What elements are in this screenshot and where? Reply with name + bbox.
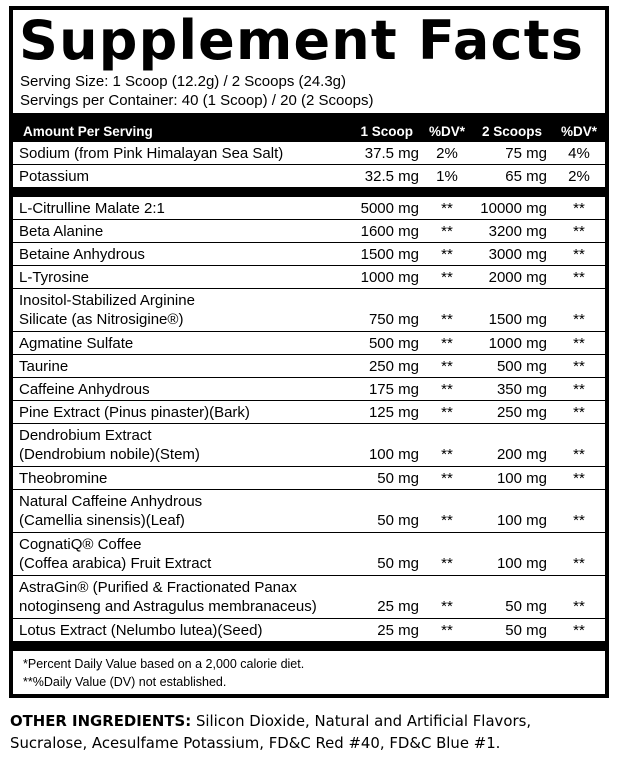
amount-1-scoop: 250 mg <box>368 357 419 375</box>
table-row <box>13 165 605 187</box>
amount-1-scoop: 25 mg <box>377 598 419 615</box>
dv-1-scoop: ** <box>441 357 453 375</box>
dv-2-scoops: ** <box>573 598 585 615</box>
dv-1-scoop: 2% <box>436 144 458 162</box>
dv-2-scoops: ** <box>573 446 585 463</box>
ingredient-name <box>13 535 331 575</box>
table-row <box>13 533 605 576</box>
amount-2-scoops: 50 mg <box>505 598 547 615</box>
table-header <box>13 120 605 142</box>
amount-1-scoop: 750 mg <box>368 311 419 328</box>
ingredient-name <box>13 578 331 618</box>
amount-1-scoop: 32.5 mg <box>364 167 419 185</box>
dv-2-scoops: ** <box>573 199 585 217</box>
divider-bar <box>13 113 605 120</box>
amount-1-scoop: 50 mg <box>377 512 419 529</box>
table-row <box>13 332 605 355</box>
table-row <box>13 266 605 289</box>
ingredient-name: L-Citrulline Malate 2:1 <box>19 199 165 217</box>
footnote-daily-value: *Percent Daily Value based on a 2,000 calorie diet. <box>23 657 305 671</box>
dv-2-scoops: ** <box>573 245 585 263</box>
amount-2-scoops: 1500 mg <box>488 311 547 328</box>
footnote-not-established: **%Daily Value (DV) not established. <box>23 675 227 689</box>
amount-1-scoop: 1600 mg <box>360 222 419 240</box>
dv-2-scoops: ** <box>573 268 585 286</box>
ingredient-name-line-1: Natural Caffeine Anhydrous <box>19 493 203 510</box>
dv-2-scoops: ** <box>573 403 585 421</box>
divider-bar <box>13 187 605 197</box>
dv-1-scoop: ** <box>441 512 453 529</box>
dv-2-scoops: ** <box>573 512 585 529</box>
table-row <box>13 220 605 243</box>
divider-bar <box>13 641 605 651</box>
ingredient-name-line-1: CognatiQ® Coffee <box>19 536 142 553</box>
amount-2-scoops: 1000 mg <box>488 334 547 352</box>
dv-1-scoop: ** <box>441 222 453 240</box>
header-dv1: %DV* <box>428 123 465 139</box>
dv-1-scoop: ** <box>441 199 453 217</box>
dv-2-scoops: ** <box>573 311 585 328</box>
servings-per-container: Servings per Container: 40 (1 Scoop) / 20 (2 Scoops) <box>20 92 374 109</box>
ingredient-name-line-2: Silicate (as Nitrosigine®) <box>19 311 184 328</box>
table-row <box>13 576 605 619</box>
dv-1-scoop: ** <box>441 403 453 421</box>
footnotes <box>13 651 605 691</box>
amount-2-scoops: 50 mg <box>505 621 547 639</box>
other-ingredients-label: OTHER INGREDIENTS: <box>10 712 192 730</box>
dv-2-scoops: ** <box>573 222 585 240</box>
dv-1-scoop: ** <box>441 334 453 352</box>
amount-2-scoops: 65 mg <box>505 167 547 185</box>
table-row <box>13 197 605 220</box>
amount-2-scoops: 3000 mg <box>488 245 547 263</box>
dv-2-scoops: ** <box>573 357 585 375</box>
amount-2-scoops: 350 mg <box>496 380 547 398</box>
table-row <box>13 378 605 401</box>
amount-1-scoop: 100 mg <box>368 446 419 463</box>
serving-size: Serving Size: 1 Scoop (12.2g) / 2 Scoops (24.3g) <box>20 73 347 90</box>
ingredient-name: Beta Alanine <box>19 222 104 240</box>
ingredient-name <box>13 426 331 466</box>
ingredient-name: Pine Extract (Pinus pinaster)(Bark) <box>19 403 250 421</box>
amount-2-scoops: 2000 mg <box>488 268 547 286</box>
ingredient-name-line-2: (Camellia sinensis)(Leaf) <box>19 512 185 529</box>
amount-2-scoops: 10000 mg <box>480 199 547 217</box>
dv-1-scoop: ** <box>441 469 453 487</box>
dv-1-scoop: ** <box>441 245 453 263</box>
dv-2-scoops: ** <box>573 380 585 398</box>
table-row <box>13 490 605 533</box>
ingredients-section <box>13 197 605 641</box>
table-row <box>13 467 605 490</box>
ingredient-name: Caffeine Anhydrous <box>19 380 150 398</box>
ingredient-name-line-2: notoginseng and Astragulus membranaceus) <box>19 598 317 615</box>
ingredient-name-line-2: (Coffea arabica) Fruit Extract <box>19 555 212 572</box>
minerals-section <box>13 142 605 187</box>
dv-1-scoop: ** <box>441 555 453 572</box>
dv-2-scoops: ** <box>573 555 585 572</box>
dv-1-scoop: ** <box>441 268 453 286</box>
table-row <box>13 619 605 641</box>
dv-1-scoop: ** <box>441 621 453 639</box>
amount-1-scoop: 1500 mg <box>360 245 419 263</box>
ingredient-name: Taurine <box>19 357 69 375</box>
amount-1-scoop: 125 mg <box>368 403 419 421</box>
amount-1-scoop: 1000 mg <box>360 268 419 286</box>
dv-1-scoop: ** <box>441 380 453 398</box>
ingredient-name: Potassium <box>19 167 90 185</box>
header-amount: Amount Per Serving <box>23 123 153 139</box>
dv-2-scoops: 4% <box>568 144 590 162</box>
amount-1-scoop: 175 mg <box>368 380 419 398</box>
amount-2-scoops: 100 mg <box>496 469 547 487</box>
ingredient-name <box>13 291 331 331</box>
amount-2-scoops: 100 mg <box>496 512 547 529</box>
dv-2-scoops: 2% <box>568 167 590 185</box>
amount-1-scoop: 50 mg <box>377 555 419 572</box>
supplement-facts-panel <box>9 6 609 698</box>
table-row <box>13 289 605 332</box>
table-row <box>13 355 605 378</box>
ingredient-name: Agmatine Sulfate <box>19 334 134 352</box>
header-scoop1: 1 Scoop <box>360 123 413 139</box>
dv-2-scoops: ** <box>573 334 585 352</box>
table-row <box>13 401 605 424</box>
other-ingredients-text: Silicon Dioxide, Natural and Artificial Flavors, Sucralose, Acesulfame Potassium, FD&C Red #40, FD&C Blue #1. <box>10 712 532 752</box>
panel-title: Supplement Facts <box>19 9 585 72</box>
amount-2-scoops: 250 mg <box>496 403 547 421</box>
amount-2-scoops: 75 mg <box>505 144 547 162</box>
amount-1-scoop: 37.5 mg <box>364 144 419 162</box>
amount-1-scoop: 5000 mg <box>360 199 419 217</box>
dv-1-scoop: 1% <box>436 167 458 185</box>
amount-1-scoop: 50 mg <box>377 469 419 487</box>
amount-1-scoop: 500 mg <box>368 334 419 352</box>
ingredient-name: Betaine Anhydrous <box>19 245 145 263</box>
amount-2-scoops: 500 mg <box>496 357 547 375</box>
dv-1-scoop: ** <box>441 311 453 328</box>
table-row <box>13 424 605 467</box>
amount-1-scoop: 25 mg <box>377 621 419 639</box>
ingredient-name: L-Tyrosine <box>19 268 90 286</box>
ingredient-name-line-1: Inositol-Stabilized Arginine <box>19 292 195 309</box>
ingredient-name-line-2: (Dendrobium nobile)(Stem) <box>19 446 200 463</box>
amount-2-scoops: 3200 mg <box>488 222 547 240</box>
table-row <box>13 243 605 266</box>
dv-2-scoops: ** <box>573 621 585 639</box>
ingredient-name: Theobromine <box>19 469 108 487</box>
ingredient-name: Lotus Extract (Nelumbo lutea)(Seed) <box>19 621 263 639</box>
dv-1-scoop: ** <box>441 446 453 463</box>
dv-1-scoop: ** <box>441 598 453 615</box>
amount-2-scoops: 100 mg <box>496 555 547 572</box>
header-scoop2: 2 Scoops <box>481 123 543 139</box>
ingredient-name: Sodium (from Pink Himalayan Sea Salt) <box>19 144 284 162</box>
dv-2-scoops: ** <box>573 469 585 487</box>
ingredient-name-line-1: Dendrobium Extract <box>19 427 152 444</box>
ingredient-name-line-1: AstraGin® (Purified & Fractionated Panax <box>19 579 297 596</box>
amount-2-scoops: 200 mg <box>496 446 547 463</box>
table-row <box>13 142 605 165</box>
other-ingredients <box>10 710 586 754</box>
ingredient-name <box>13 492 331 532</box>
header-dv2: %DV* <box>560 123 597 139</box>
